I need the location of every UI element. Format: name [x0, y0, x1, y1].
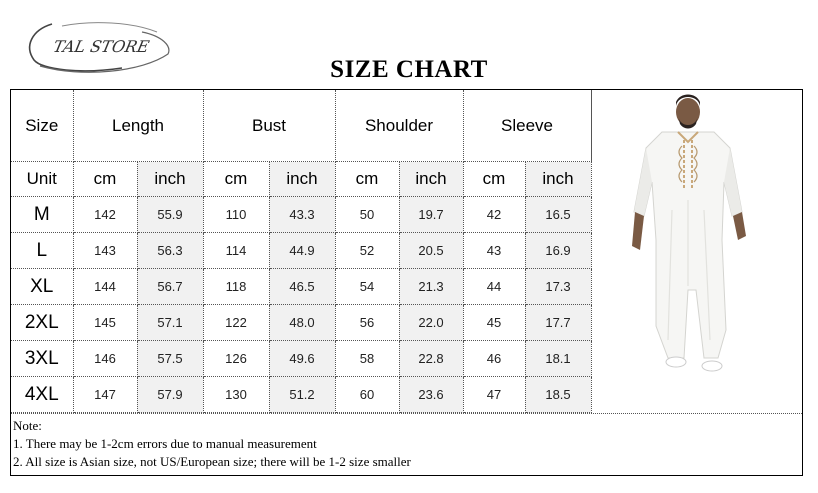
header-row — [11, 90, 591, 162]
table-cell: 16.9 — [525, 233, 591, 269]
table-cell: 55.9 — [137, 197, 203, 233]
table-cell: 44.9 — [269, 233, 335, 269]
table-cell: 114 — [203, 233, 269, 269]
table-cell: 56.7 — [137, 269, 203, 305]
table-row — [11, 341, 591, 377]
size-header: Size — [11, 90, 73, 162]
note-line: 2. All size is Asian size, not US/European size; there will be 1-2 size smaller — [13, 454, 411, 469]
unit-cell: cm — [73, 162, 137, 197]
notes-section — [11, 413, 802, 475]
table-cell: 49.6 — [269, 341, 335, 377]
table-cell: 118 — [203, 269, 269, 305]
table-row — [11, 197, 591, 233]
table-cell: 57.9 — [137, 377, 203, 413]
table-cell: 23.6 — [399, 377, 463, 413]
size-table — [11, 90, 592, 413]
table-cell: 21.3 — [399, 269, 463, 305]
size-cell: 2XL — [11, 305, 73, 341]
unit-cell: inch — [399, 162, 463, 197]
table-cell: 16.5 — [525, 197, 591, 233]
table-cell: 45 — [463, 305, 525, 341]
table-cell: 146 — [73, 341, 137, 377]
table-cell: 17.3 — [525, 269, 591, 305]
table-cell: 147 — [73, 377, 137, 413]
column-header-shoulder: Shoulder — [335, 90, 463, 162]
unit-cell: cm — [335, 162, 399, 197]
table-cell: 22.0 — [399, 305, 463, 341]
table-cell: 143 — [73, 233, 137, 269]
table-cell: 42 — [463, 197, 525, 233]
unit-header: Unit — [11, 162, 73, 197]
table-cell: 50 — [335, 197, 399, 233]
column-header-bust: Bust — [203, 90, 335, 162]
table-row — [11, 377, 591, 413]
unit-row — [11, 162, 591, 197]
table-cell: 18.1 — [525, 341, 591, 377]
table-row — [11, 233, 591, 269]
page-title: SIZE CHART — [330, 56, 488, 83]
note-line: 1. There may be 1-2cm errors due to manual measurement — [13, 436, 317, 451]
table-cell: 52 — [335, 233, 399, 269]
table-cell: 51.2 — [269, 377, 335, 413]
table-cell: 19.7 — [399, 197, 463, 233]
unit-cell: cm — [463, 162, 525, 197]
table-cell: 47 — [463, 377, 525, 413]
table-row — [11, 305, 591, 341]
table-cell: 130 — [203, 377, 269, 413]
size-cell: M — [11, 197, 73, 233]
unit-cell: inch — [525, 162, 591, 197]
table-cell: 46.5 — [269, 269, 335, 305]
unit-cell: inch — [269, 162, 335, 197]
table-cell: 43.3 — [269, 197, 335, 233]
column-header-sleeve: Sleeve — [463, 90, 591, 162]
table-cell: 20.5 — [399, 233, 463, 269]
table-cell: 58 — [335, 341, 399, 377]
table-cell: 145 — [73, 305, 137, 341]
table-cell: 142 — [73, 197, 137, 233]
table-cell: 110 — [203, 197, 269, 233]
table-cell: 126 — [203, 341, 269, 377]
size-cell: 4XL — [11, 377, 73, 413]
size-cell: L — [11, 233, 73, 269]
size-cell: XL — [11, 269, 73, 305]
table-cell: 57.1 — [137, 305, 203, 341]
table-cell: 17.7 — [525, 305, 591, 341]
table-cell: 54 — [335, 269, 399, 305]
unit-cell: cm — [203, 162, 269, 197]
model-in-robe-illustration — [592, 90, 801, 412]
unit-cell: inch — [137, 162, 203, 197]
table-row — [11, 269, 591, 305]
table-cell: 43 — [463, 233, 525, 269]
table-cell: 44 — [463, 269, 525, 305]
table-cell: 46 — [463, 341, 525, 377]
table-cell: 122 — [203, 305, 269, 341]
size-chart — [10, 89, 803, 476]
notes-heading: Note: — [13, 418, 42, 433]
table-cell: 18.5 — [525, 377, 591, 413]
table-cell: 144 — [73, 269, 137, 305]
table-cell: 56.3 — [137, 233, 203, 269]
table-cell: 57.5 — [137, 341, 203, 377]
product-photo — [591, 90, 802, 413]
column-header-length: Length — [73, 90, 203, 162]
table-cell: 60 — [335, 377, 399, 413]
size-cell: 3XL — [11, 341, 73, 377]
svg-text:TAL STORE: TAL STORE — [51, 37, 151, 56]
table-cell: 22.8 — [399, 341, 463, 377]
table-cell: 48.0 — [269, 305, 335, 341]
table-cell: 56 — [335, 305, 399, 341]
